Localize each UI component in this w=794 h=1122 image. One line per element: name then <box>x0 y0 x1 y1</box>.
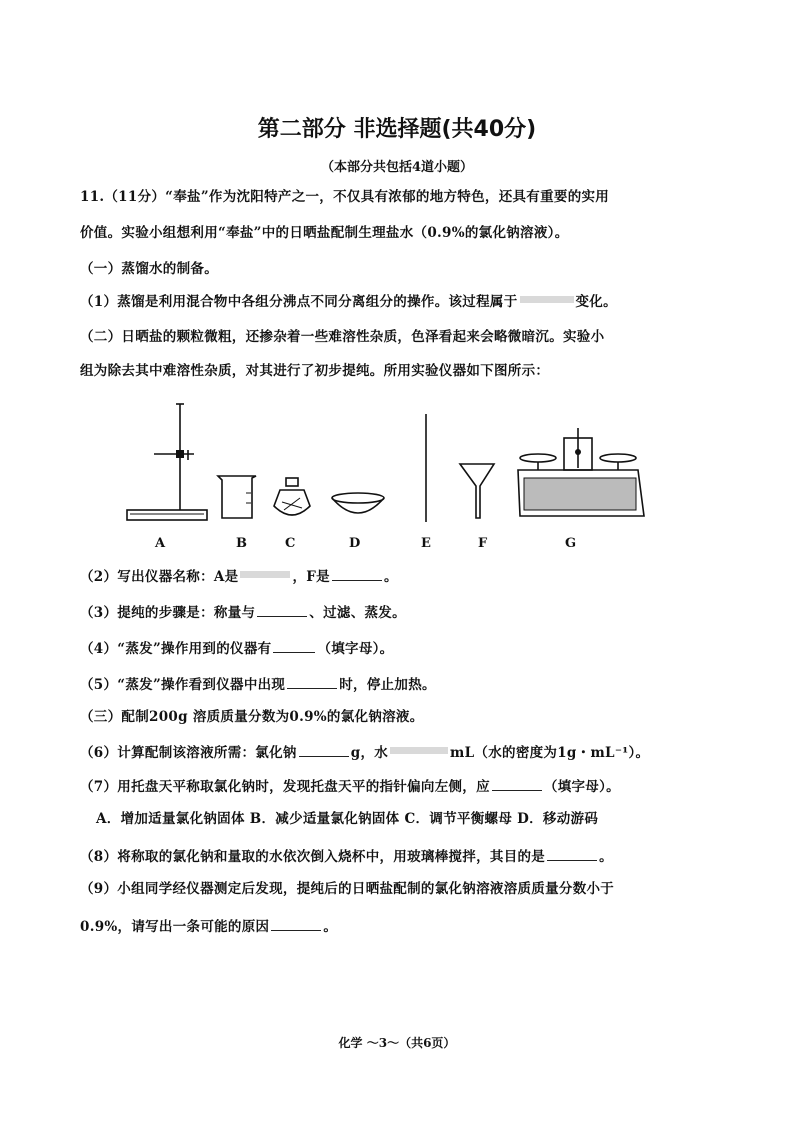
funnel-icon <box>460 464 494 518</box>
q11-intro-line2: 价值。实验小组想利用“奉盐”中的日晒盐配制生理盐水（0.9%的氯化钠溶液）。 <box>80 225 569 241</box>
part-two-line1: （二）日晒盐的颗粒微粗，还掺杂着一些难溶性杂质，色泽看起来会略微暗沉。实验小 <box>80 329 605 345</box>
answer-blank-6b[interactable] <box>390 743 448 757</box>
label-a: A <box>155 536 166 551</box>
question-2-mid: ，F是 <box>292 569 330 585</box>
label-d: D <box>349 536 361 551</box>
part-two-line2: 组为除去其中难溶性杂质，对其进行了初步提纯。所用实验仪器如下图所示： <box>80 363 550 379</box>
label-b: B <box>236 536 247 551</box>
label-c: C <box>285 536 296 551</box>
iron-stand-icon <box>127 404 207 520</box>
part-one-heading: （一）蒸馏水的制备。 <box>80 261 218 277</box>
question-4-suffix: （填字母）。 <box>317 641 394 657</box>
question-9-line2 <box>80 916 337 936</box>
question-9-suffix: 。 <box>323 919 338 935</box>
question-7-text: （7）用托盘天平称取氯化钠时，发现托盘天平的指针偏向左侧，应 <box>80 779 490 795</box>
answer-blank-6a[interactable] <box>299 742 349 757</box>
question-6-mid: g，水 <box>350 745 389 761</box>
answer-blank-1[interactable] <box>520 292 574 306</box>
answer-blank-2a[interactable] <box>240 567 290 581</box>
question-7-suffix: （填字母）。 <box>543 779 620 795</box>
part-three-heading: （三）配制200g 溶质质量分数为0.9%的氯化钠溶液。 <box>80 709 424 725</box>
question-5-suffix: 时，停止加热。 <box>339 677 436 693</box>
question-2-end: 。 <box>383 569 398 585</box>
answer-blank-8[interactable] <box>547 846 597 861</box>
label-f: F <box>478 536 488 551</box>
question-3-text: （3）提纯的步骤是：称量与 <box>80 605 256 621</box>
question-3 <box>80 602 406 622</box>
question-5-text: （5）“蒸发”操作看到仪器中出现 <box>80 677 286 693</box>
question-9-text: 0.9%，请写出一条可能的原因 <box>80 919 270 935</box>
alcohol-lamp-icon <box>274 478 310 515</box>
question-2 <box>80 566 398 586</box>
page-footer: 化学 ～3～（共6页） <box>338 1036 456 1050</box>
question-4 <box>80 638 394 658</box>
answer-blank-3[interactable] <box>257 602 307 617</box>
question-6-suffix: mL（水的密度为1g・mL⁻¹）。 <box>450 745 650 761</box>
question-7-options: A．增加适量氯化钠固体 B．减少适量氯化钠固体 C．调节平衡螺母 D．移动游码 <box>96 811 599 827</box>
question-1-suffix: 变化。 <box>575 294 617 310</box>
question-6 <box>80 742 649 762</box>
section-subtitle: （本部分共包括4道小题） <box>320 160 474 175</box>
answer-blank-7[interactable] <box>492 776 542 791</box>
question-8 <box>80 846 613 866</box>
question-1-text: （1）蒸馏是利用混合物中各组分沸点不同分离组分的操作。该过程属于 <box>80 294 518 310</box>
question-1 <box>80 292 617 311</box>
balance-icon <box>518 428 644 516</box>
answer-blank-2b[interactable] <box>332 566 382 581</box>
answer-blank-9[interactable] <box>271 916 321 931</box>
label-g: G <box>565 536 577 551</box>
question-8-suffix: 。 <box>599 849 613 865</box>
question-7 <box>80 776 620 796</box>
question-6-text: （6）计算配制该溶液所需：氯化钠 <box>80 745 297 761</box>
apparatus-figure <box>110 398 650 528</box>
question-4-text: （4）“蒸发”操作用到的仪器有 <box>80 641 272 657</box>
question-3-suffix: 、过滤、蒸发。 <box>309 605 406 621</box>
label-e: E <box>421 536 431 551</box>
question-9-line1: （9）小组同学经仪器测定后发现，提纯后的日晒盐配制的氯化钠溶液溶质质量分数小于 <box>80 881 615 897</box>
q11-intro-line1: 11.（11分）“奉盐”作为沈阳特产之一，不仅具有浓郁的地方特色，还具有重要的实用 <box>80 189 610 205</box>
answer-blank-5[interactable] <box>287 674 337 689</box>
question-2-text: （2）写出仪器名称：A是 <box>80 569 239 585</box>
question-8-text: （8）将称取的氯化钠和量取的水依次倒入烧杯中，用玻璃棒搅拌，其目的是 <box>80 849 546 865</box>
answer-blank-4[interactable] <box>273 638 315 653</box>
question-5 <box>80 674 436 694</box>
section-title: 第二部分 非选择题(共40分) <box>257 117 537 142</box>
evaporating-dish-icon <box>332 493 384 513</box>
beaker-icon <box>218 476 256 518</box>
